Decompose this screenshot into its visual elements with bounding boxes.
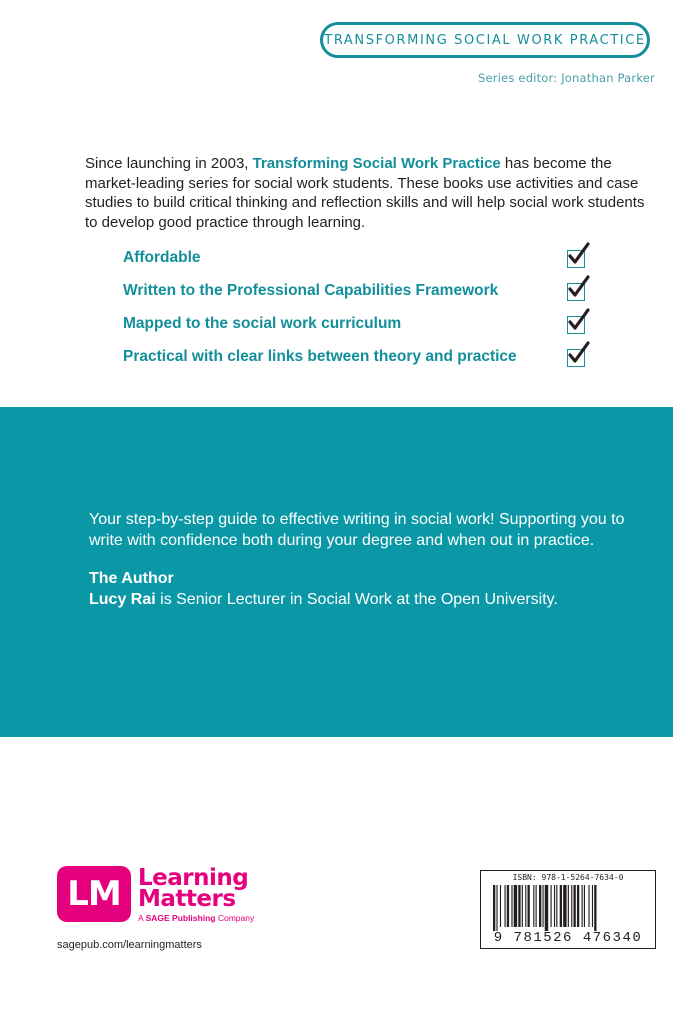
barcode-box xyxy=(480,870,656,949)
barcode-bar xyxy=(518,885,520,927)
barcode-bar xyxy=(577,885,579,927)
barcode-bar xyxy=(574,885,576,927)
barcode-bar xyxy=(584,885,585,927)
author-bio-text: is Senior Lecturer in Social Work at the Open University. xyxy=(155,591,558,608)
feature-item xyxy=(123,279,593,312)
intro-series-name: Transforming Social Work Practice xyxy=(252,155,501,172)
barcode-bar xyxy=(554,885,555,927)
checkbox-checked-icon xyxy=(567,349,585,367)
logo-text: LM xyxy=(67,874,121,914)
barcode-bar xyxy=(588,885,589,927)
barcode-bar xyxy=(522,885,523,927)
intro-paragraph xyxy=(85,154,645,232)
teal-band xyxy=(0,407,673,737)
series-title: TRANSFORMING SOCIAL WORK PRACTICE xyxy=(324,32,646,48)
book-blurb: Your step-by-step guide to effective writing in social work! Supporting you to write with confidence both during your degree and when out in practice. xyxy=(89,511,625,549)
feature-label: Mapped to the social work curriculum xyxy=(123,315,402,332)
barcode-bar xyxy=(556,885,557,927)
checkbox-checked-icon xyxy=(567,316,585,334)
feature-list xyxy=(123,246,593,378)
barcode-digits: 9 781526 476340 xyxy=(493,930,643,946)
series-badge xyxy=(320,22,650,58)
barcode-bar xyxy=(539,885,541,927)
intro-text-start: Since launching in 2003, xyxy=(85,155,253,172)
checkbox-checked-icon xyxy=(567,250,585,268)
barcode-bar xyxy=(551,885,552,927)
publisher-url: sagepub.com/learningmatters xyxy=(57,939,202,951)
barcode-bar xyxy=(525,885,526,927)
isbn-label: ISBN: 978-1-5264-7634-0 xyxy=(512,873,624,882)
feature-item xyxy=(123,345,593,378)
barcode-bar xyxy=(594,885,596,931)
series-editor: Series editor: Jonathan Parker xyxy=(478,71,655,85)
barcode-bar xyxy=(507,885,509,927)
barcode-bar xyxy=(505,885,506,927)
feature-item xyxy=(123,312,593,345)
barcode-bar xyxy=(511,885,512,927)
intro-text-end: has become the market-leading series for social work students. These books use activities and case studies to build critical thinking and reflection skills and will help social work students to develop good practice through learning. xyxy=(85,155,645,231)
barcode-bar xyxy=(542,885,543,927)
barcode-bar xyxy=(500,885,501,927)
tagline-brand: SAGE Publishing xyxy=(145,913,216,923)
tagline-suffix: Company xyxy=(215,913,255,923)
publisher-tagline xyxy=(138,913,254,923)
publisher-name-line2: Matters xyxy=(138,886,236,912)
barcode-bar xyxy=(493,885,495,931)
feature-label: Written to the Professional Capabilities Framework xyxy=(123,282,499,299)
barcode-bar xyxy=(533,885,534,927)
barcode-bar xyxy=(514,885,517,927)
barcode-bar xyxy=(592,885,593,927)
checkbox-checked-icon xyxy=(567,283,585,301)
barcode-bar xyxy=(528,885,530,927)
feature-label: Affordable xyxy=(123,249,201,266)
author-bio xyxy=(89,591,558,609)
barcode-bar xyxy=(536,885,537,927)
feature-item xyxy=(123,246,593,279)
author-heading: The Author xyxy=(89,570,174,587)
author-name: Lucy Rai xyxy=(89,591,156,608)
feature-label: Practical with clear links between theory and practice xyxy=(123,348,517,365)
barcode-icon xyxy=(489,885,649,931)
barcode-bar xyxy=(582,885,583,927)
barcode-bar xyxy=(496,885,497,931)
learning-matters-logo xyxy=(57,866,131,922)
barcode-bar xyxy=(568,885,569,927)
barcode-bar xyxy=(545,885,548,931)
tagline-prefix: A xyxy=(138,913,146,923)
barcode-bar xyxy=(563,885,566,927)
barcode-bar xyxy=(571,885,572,927)
publisher-name-line1: Learning xyxy=(138,865,249,891)
barcode-bar xyxy=(560,885,562,927)
